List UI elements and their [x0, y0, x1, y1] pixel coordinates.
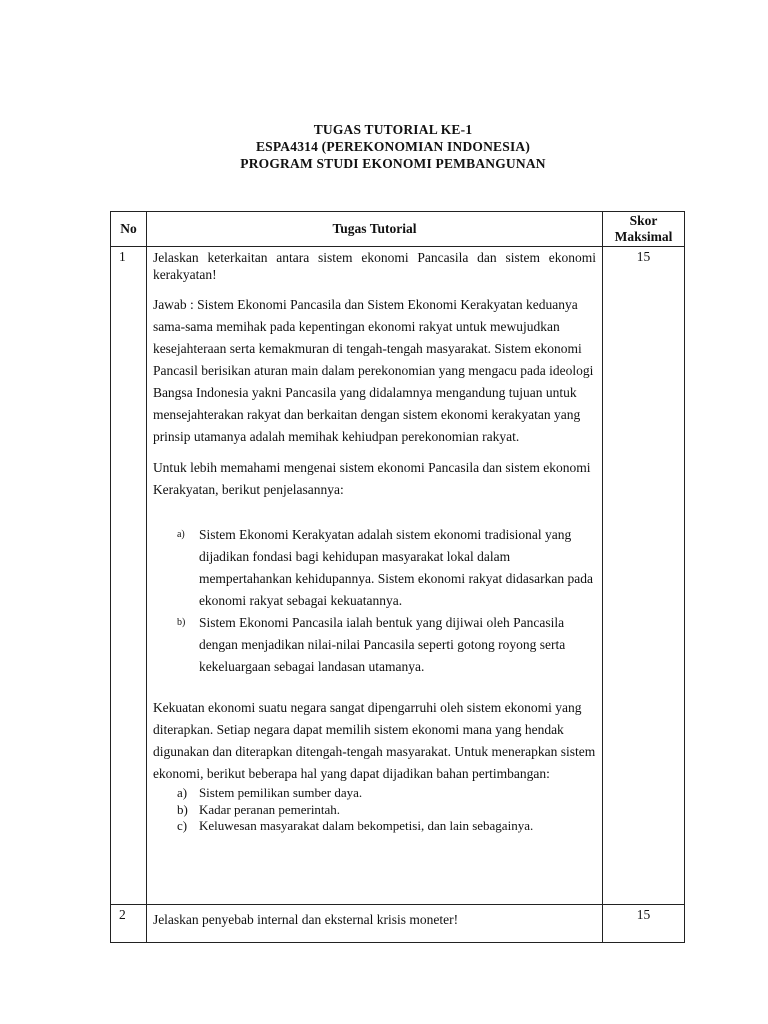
consideration-list [153, 785, 596, 835]
tutorial-table [110, 211, 685, 943]
list-marker: a) [176, 529, 185, 540]
list-marker: b) [176, 801, 188, 817]
row-number: 1 [111, 247, 147, 905]
task-cell [146, 247, 602, 905]
header-program: PROGRAM STUDI EKONOMI PEMBANGUNAN [240, 156, 546, 171]
table-header-row [111, 212, 685, 247]
table-row [111, 905, 685, 943]
answer-paragraph-1: Jawab : Sistem Ekonomi Pancasila dan Sistem Ekonomi Kerakyatan keduanya sama-sama memihak pada kepentingan ekonomi rakyat untuk mewujudkan kesejahteraan serta kemakmuran di tengah-tengah masyarakat. Sistem ekonomi Pancasil berisikan aturan main dalam perekonomian yang mengacu pada ideologi Bangsa Indonesia yakni Pancasila yang didalamnya mengandung tujuan untuk mensejahterakan rakyat dan berkaitan dengan sistem ekonomi kerakyatan yang prinsip utamanya adalah memihak kehiudpan perekonomian rakyat. [152, 297, 594, 444]
header-task: Tugas Tutorial [146, 212, 602, 247]
list-item [177, 785, 596, 802]
question-text: Jelaskan penyebab internal dan eksternal krisis moneter! [146, 905, 602, 943]
header-score [603, 212, 685, 247]
list-item-text: Sistem Ekonomi Pancasila ialah bentuk yang dijiwai oleh Pancasila dengan menjadikan nilai-nilai Pancasila seperti gotong royong serta kekeluargaan sebagai landasan utamanya. [198, 615, 566, 674]
list-item [177, 818, 596, 835]
max-score: 15 [603, 905, 685, 943]
question-text: Jelaskan keterkaitan antara sistem ekonomi Pancasila dan sistem ekonomi kerakyatan! [152, 250, 597, 282]
header-score-line1: Skor [629, 213, 658, 228]
row-number: 2 [111, 905, 147, 943]
list-item [177, 524, 596, 612]
header-no: No [111, 212, 147, 247]
header-title: TUGAS TUTORIAL KE-1 [313, 122, 473, 137]
header-course: ESPA4314 (PEREKONOMIAN INDONESIA) [255, 139, 531, 154]
list-item [177, 612, 596, 678]
list-marker: a) [176, 785, 188, 800]
list-item [177, 802, 596, 819]
list-item-text: Sistem Ekonomi Kerakyatan adalah sistem ekonomi tradisional yang dijadikan fondasi bagi kehidupan masyarakat lokal dalam mempertahankan kehidupannya. Sistem ekonomi rakyat didasarkan pada ekonomi rakyat sebagai kekuatannya. [198, 527, 593, 608]
system-definition-list [153, 524, 596, 678]
document-header [0, 121, 768, 172]
list-marker: c) [176, 818, 188, 833]
max-score: 15 [603, 247, 685, 905]
table-row [111, 247, 685, 905]
answer-paragraph-3: Kekuatan ekonomi suatu negara sangat dipengarruhi oleh sistem ekonomi yang diterapkan. Setiap negara dapat memilih sistem ekonomi mana yang hendak digunakan dan diterapkan ditengah-tengah masyarakat. Untuk menerapkan sistem ekonomi, berikut beberapa hal yang dapat dijadikan bahan pertimbangan: [152, 700, 596, 781]
header-score-line2: Maksimal [614, 229, 673, 244]
answer-paragraph-2: Untuk lebih memahami mengenai sistem ekonomi Pancasila dan sistem ekonomi Kerakyatan, berikut penjelasannya: [152, 460, 591, 497]
list-item-text: Keluwesan masyarakat dalam bekompetisi, dan lain sebagainya. [198, 818, 534, 833]
list-marker: b) [176, 617, 186, 628]
list-item-text: Sistem pemilikan sumber daya. [198, 785, 363, 800]
list-item-text: Kadar peranan pemerintah. [198, 801, 341, 817]
